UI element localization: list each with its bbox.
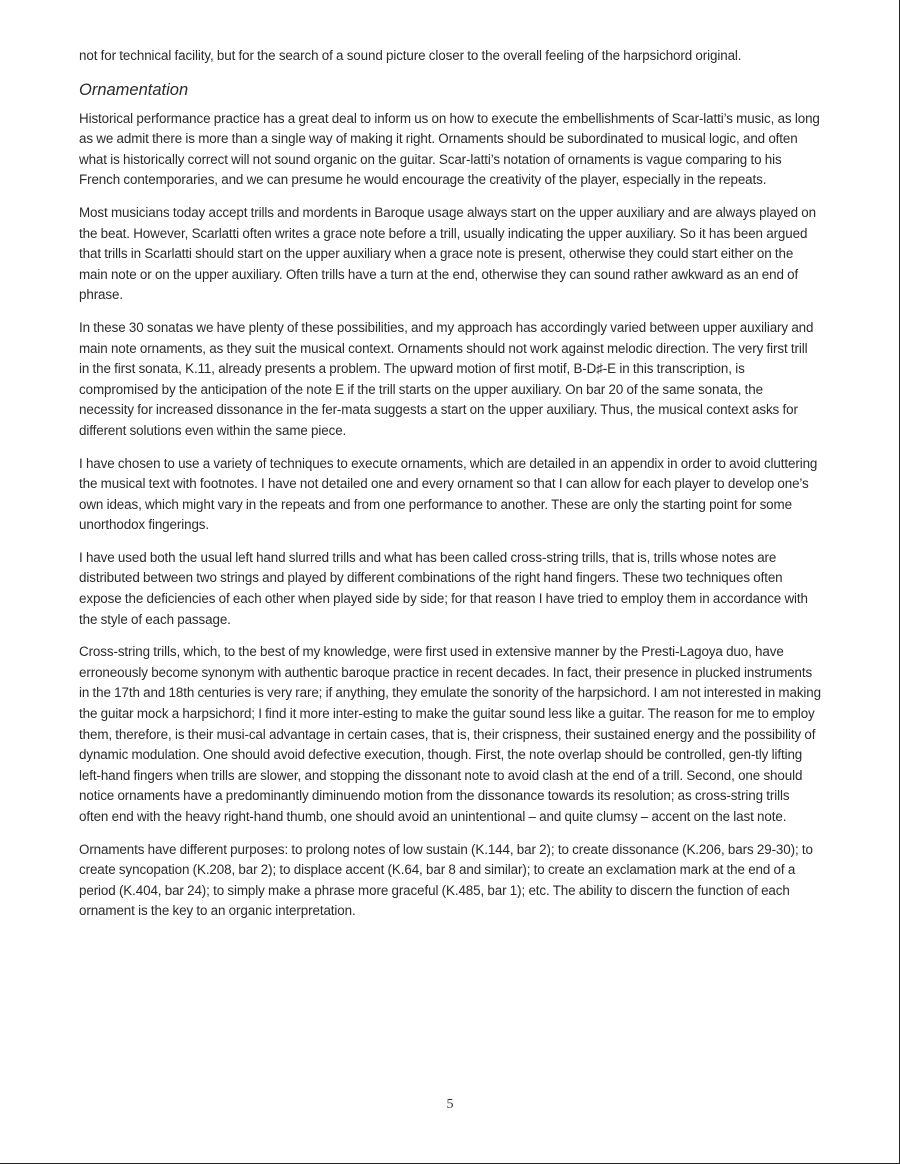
paragraph-historical-practice: Historical performance practice has a great deal to inform us on how to execute the embellishments of Scar-latti’s music, as long as we admit there is more than a single way of making it right. Ornaments should be subordinated to musical logic, and often what is historically correct will not sound organic on the guitar. Scar-latti’s notation of ornaments is vague comparing to his French contemporaries, and we can presume he would encourage the creativity of the player, especially in the repeats. [79, 110, 820, 188]
paragraph-cross-string-trills: Cross-string trills, which, to the best of my knowledge, were first used in extensive manner by the Presti-Lagoya duo, have erroneously become synonym with authentic baroque practice in recent decades. In fact, their presence in plucked instruments in the 17th and 18th centuries is very rare; if anything, they emulate the sonority of the harpsichord. I am not interested in making the guitar mock a harpsichord; I find it more inter-esting to make the guitar sound less like a guitar. The reason for me to employ them, therefore, is their musi-cal advantage in certain cases, that is, their crispness, their sustained energy and the possibility of dynamic modulation. One should avoid defective execution, though. First, the note overlap should be controlled, gen-tly lifting left-hand fingers when trills are slower, and stopping the dissonant note to avoid clash at the end of a trill. Second, one should notice ornaments have a predominantly diminuendo motion from the dissonance towards its resolution; as cross-string trills often end with the heavy right-hand thumb, one should avoid an unintentional – and quite clumsy – accent on the last note. [79, 644, 822, 824]
page-number: 5 [446, 1097, 454, 1112]
paragraph-thirty-sonatas: In these 30 sonatas we have plenty of these possibilities, and my approach has accordingly varied between upper auxiliary and main note ornaments, as they suit the musical context. Ornaments should not work against melodic direction. The very first trill in the first sonata, K.11, already presents a problem. The upward motion of first motif, B-D♯-E in this transcription, is compromised by the anticipation of the note E if the trill starts on the upper auxiliary. On bar 20 of the same sonata, the necessity for increased dissonance in the fer-mata suggests a start on the upper auxiliary. Thus, the musical context asks for different solutions even within the same piece. [79, 319, 814, 438]
intro-paragraph: not for technical facility, but for the search of a sound picture closer to the overall feeling of the harpsichord original. [79, 48, 742, 63]
page-content [79, 46, 821, 934]
paragraph-trills-mordents: Most musicians today accept trills and mordents in Baroque usage always start on the upper auxiliary and are always played on the beat. However, Scarlatti often writes a grace note before a trill, usually indicating the upper auxiliary. So it has been argued that trills in Scarlatti should start on the upper auxiliary when a grace note is present, otherwise they could start either on the main note or on the upper auxiliary. Often trills have a turn at the end, otherwise they can sound rather awkward as an end of phrase. [79, 204, 816, 303]
section-heading: Ornamentation [79, 80, 189, 99]
paragraph-ornament-purposes: Ornaments have different purposes: to prolong notes of low sustain (K.144, bar 2); to create dissonance (K.206, bars 29-30); to create syncopation (K.208, bar 2); to displace accent (K.64, bar 8 and similar); to create an exclamation mark at the end of a period (K.404, bar 24); to simply make a phrase more graceful (K.485, bar 1); etc. The ability to discern the function of each ornament is the key to an organic interpretation. [79, 841, 813, 919]
paragraph-techniques: I have chosen to use a variety of techniques to execute ornaments, which are detailed in an appendix in order to avoid cluttering the musical text with footnotes. I have not detailed one and every ornament so that I can allow for each player to develop one’s own ideas, which might vary in the repeats and from one performance to another. These are only the starting point for some unorthodox fingerings. [79, 455, 818, 533]
paragraph-slurred-cross-string: I have used both the usual left hand slurred trills and what has been called cross-string trills, that is, trills whose notes are distributed between two strings and played by different combinations of the right hand fingers. These two techniques often expose the deficiencies of each other when played side by side; for that reason I have tried to employ them in accordance with the style of each passage. [79, 549, 808, 627]
